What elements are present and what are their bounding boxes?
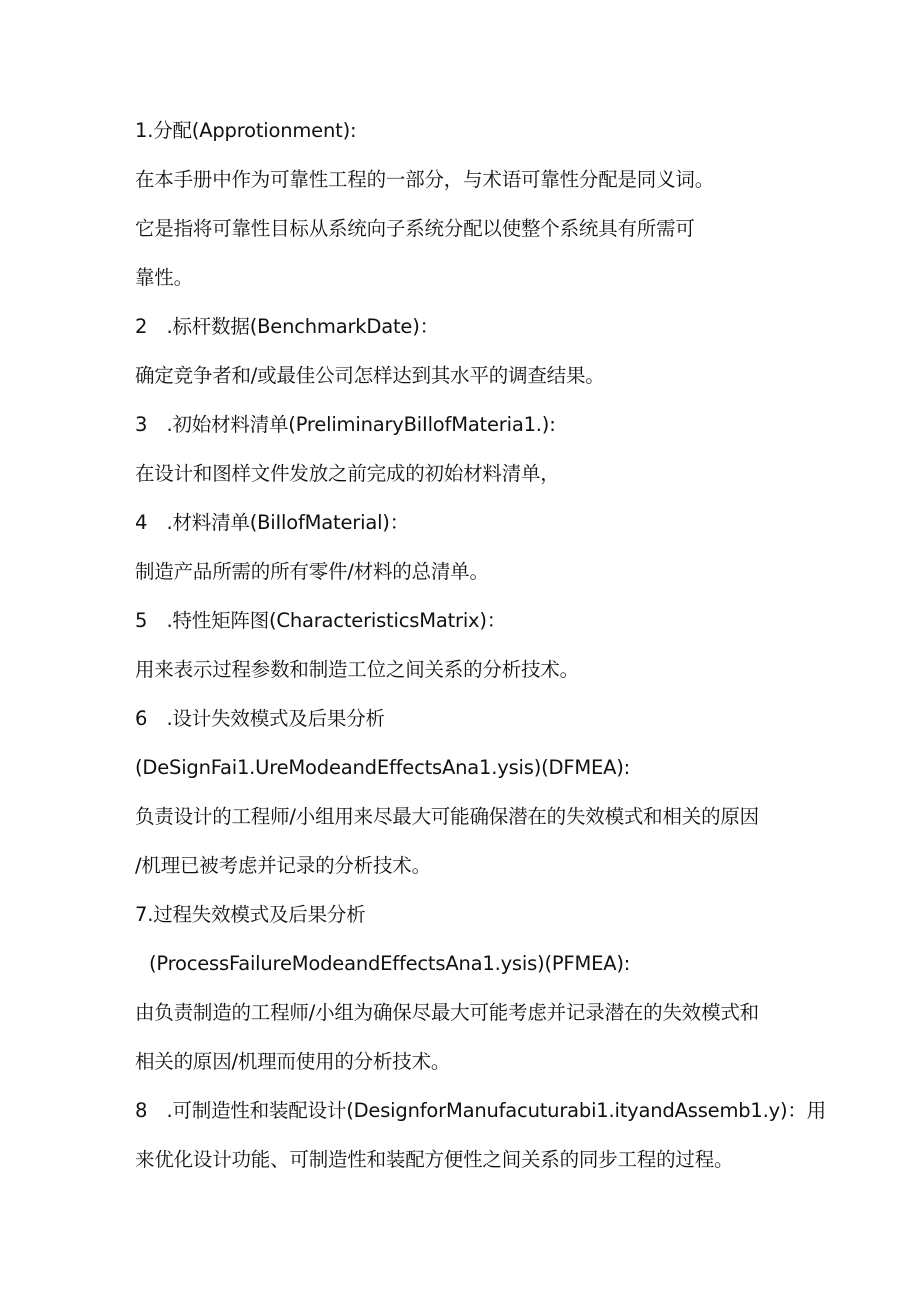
term-1-definition-line-2: 它是指将可靠性目标从系统向子系统分配以使整个系统具有所需可 bbox=[135, 217, 695, 240]
term-7-english-name: (ProcessFailureModeandEffectsAna1.ysis)(PFMEA): bbox=[149, 952, 631, 975]
term-6-definition-line-1: 负责设计的工程师/小组用来尽最大可能确保潜在的失效模式和相关的原因 bbox=[135, 805, 759, 828]
term-7-definition-line-1: 由负责制造的工程师/小组为确保尽最大可能考虑并记录潜在的失效模式和 bbox=[135, 1001, 759, 1024]
term-6-heading: 6 .设计失效模式及后果分析 bbox=[135, 707, 385, 730]
term-5-heading: 5 .特性矩阵图(CharacteristicsMatrix)： bbox=[135, 609, 507, 632]
term-3-heading: 3 .初始材料清单(PreliminaryBiIlofMateria1.): bbox=[135, 413, 556, 436]
term-8-definition: 来优化设计功能、可制造性和装配方便性之间关系的同步工程的过程。 bbox=[135, 1148, 734, 1171]
term-7-definition-line-2: 相关的原因/机理而使用的分析技术。 bbox=[135, 1050, 451, 1073]
term-6-english-name: (DeSignFai1.UreModeandEffectsAna1.ysis)(DFMEA): bbox=[135, 756, 631, 779]
term-2-heading: 2 .标杆数据(BenchmarkDate)： bbox=[135, 315, 439, 338]
term-1-definition-line-3: 靠性。 bbox=[135, 266, 193, 289]
term-1-heading: 1.分配(Approtionment): bbox=[135, 119, 357, 142]
term-4-heading: 4 .材料清单(BiIlofMaterial)： bbox=[135, 511, 409, 534]
term-4-definition: 制造产品所需的所有零件/材料的总清单。 bbox=[135, 560, 489, 583]
term-7-heading: 7.过程失效模式及后果分析 bbox=[135, 903, 366, 926]
term-5-definition: 用来表示过程参数和制造工位之间关系的分析技术。 bbox=[135, 658, 579, 681]
term-3-definition: 在设计和图样文件发放之前完成的初始材料清单， bbox=[135, 462, 560, 485]
term-1-definition-line-1: 在本手册中作为可靠性工程的一部分，与术语可靠性分配是同义词。 bbox=[135, 168, 715, 191]
term-2-definition: 确定竞争者和/或最佳公司怎样达到其水平的调查结果。 bbox=[135, 364, 605, 387]
term-8-heading: 8 .可制造性和装配设计(DesignforManufacuturabi1.ityandAssemb1.y)：用 bbox=[135, 1099, 826, 1122]
term-6-definition-line-2: /机理已被考虑并记录的分析技术。 bbox=[135, 854, 431, 877]
